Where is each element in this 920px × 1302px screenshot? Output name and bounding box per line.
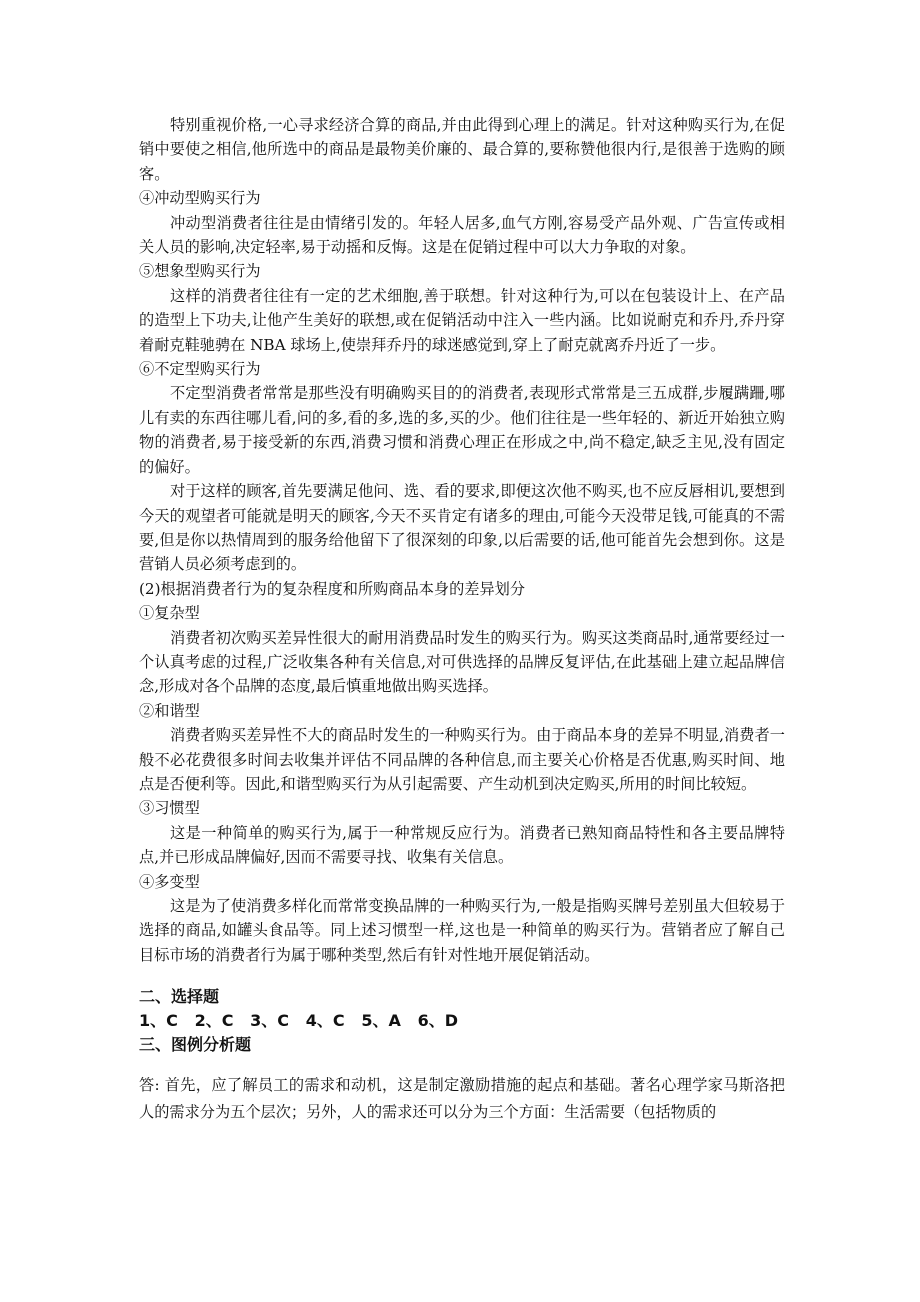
section-3-answer: 答: 首先，应了解员工的需求和动机，这是制定激励措施的起点和基础。著名心理学家马斯洛把人的需求分为五个层次；另外，人的需求还可以分为三个方面：生活需要（包括物质的 bbox=[139, 1076, 785, 1122]
section-2-title: 二、选择题 bbox=[139, 987, 220, 1007]
paragraph: 特别重视价格,一心寻求经济合算的商品,并由此得到心理上的满足。针对这种购买行为,在促销中要使之相信,他所选中的商品是最物美价廉的、最合算的,要称赞他很内行,是很善于选购的顾客。 bbox=[139, 116, 785, 183]
subheading: ③习惯型 bbox=[139, 799, 200, 818]
paragraph: 对于这样的顾客,首先要满足他问、选、看的要求,即便这次他不购买,也不应反唇相讥,要想到今天的观望者可能就是明天的顾客,今天不买肯定有诸多的理由,可能今天没带足钱,可能真的不需要,但是你以热情周到的服务给他留下了很深刻的印象,以后需要的话,他可能首先会想到你。这是营销人员必须考虑到的。 bbox=[139, 482, 785, 574]
subheading: ④多变型 bbox=[139, 872, 200, 891]
paragraph: 消费者初次购买差异性很大的耐用消费品时发生的购买行为。购买这类商品时,通常要经过一个认真考虑的过程,广泛收集各种有关信息,对可供选择的品牌反复评估,在此基础上建立起品牌信念,形成对各个品牌的态度,最后慎重地做出购买选择。 bbox=[139, 628, 785, 696]
paragraph: 这是为了使消费多样化而常常变换品牌的一种购买行为,一般是指购买牌号差别虽大但较易于选择的商品,如罐头食品等。同上述习惯型一样,这也是一种简单的购买行为。营销者应了解自己目标市场的消费者行为属于哪种类型,然后有针对性地开展促销活动。 bbox=[139, 897, 785, 964]
paragraph: 这样的消费者往往有一定的艺术细胞,善于联想。针对这种行为,可以在包装设计上、在产品的造型上下功夫,让他产生美好的联想,或在促销活动中注入一些内涵。比如说耐克和乔丹,乔丹穿着耐克鞋驰骋在 NBA 球场上,使崇拜乔丹的球迷感觉到,穿上了耐克就离乔丹近了一步。 bbox=[139, 286, 785, 354]
choice-answers: 1、C 2、C 3、C 4、C 5、A 6、D bbox=[139, 1011, 458, 1031]
subheading: ②和谐型 bbox=[139, 701, 200, 720]
body-text bbox=[139, 113, 785, 967]
subheading: ⑥不定型购买行为 bbox=[139, 360, 261, 379]
subheading: ⑤想象型购买行为 bbox=[139, 262, 261, 281]
paragraph: 不定型消费者常常是那些没有明确购买目的的消费者,表现形式常常是三五成群,步履蹒跚,哪儿有卖的东西往哪儿看,问的多,看的多,选的多,买的少。他们往往是一些年轻的、新近开始独立购物的消费者,易于接受新的东西,消费习惯和消费心理正在形成之中,尚不稳定,缺乏主见,没有固定的偏好。 bbox=[139, 384, 785, 476]
paragraph: 这是一种简单的购买行为,属于一种常规反应行为。消费者已熟知商品特性和各主要品牌特点,并已形成品牌偏好,因而不需要寻找、收集有关信息。 bbox=[139, 823, 785, 867]
section-3-title: 三、图例分析题 bbox=[139, 1035, 252, 1055]
subheading: ①复杂型 bbox=[139, 604, 200, 623]
subheading: (2)根据消费者行为的复杂程度和所购商品本身的差异划分 bbox=[139, 579, 526, 598]
paragraph: 冲动型消费者往往是由情绪引发的。年轻人居多,血气方刚,容易受产品外观、广告宣传或相关人员的影响,决定轻率,易于动摇和反悔。这是在促销过程中可以大力争取的对象。 bbox=[139, 213, 785, 257]
subheading: ④冲动型购买行为 bbox=[139, 189, 261, 208]
paragraph: 消费者购买差异性不大的商品时发生的一种购买行为。由于商品本身的差异不明显,消费者一般不必花费很多时间去收集并评估不同品牌的各种信息,而主要关心价格是否优惠,购买时间、地点是否便利等。因此,和谐型购买行为从引起需要、产生动机到决定购买,所用的时间比较短。 bbox=[139, 726, 785, 793]
document-page bbox=[139, 113, 785, 1126]
